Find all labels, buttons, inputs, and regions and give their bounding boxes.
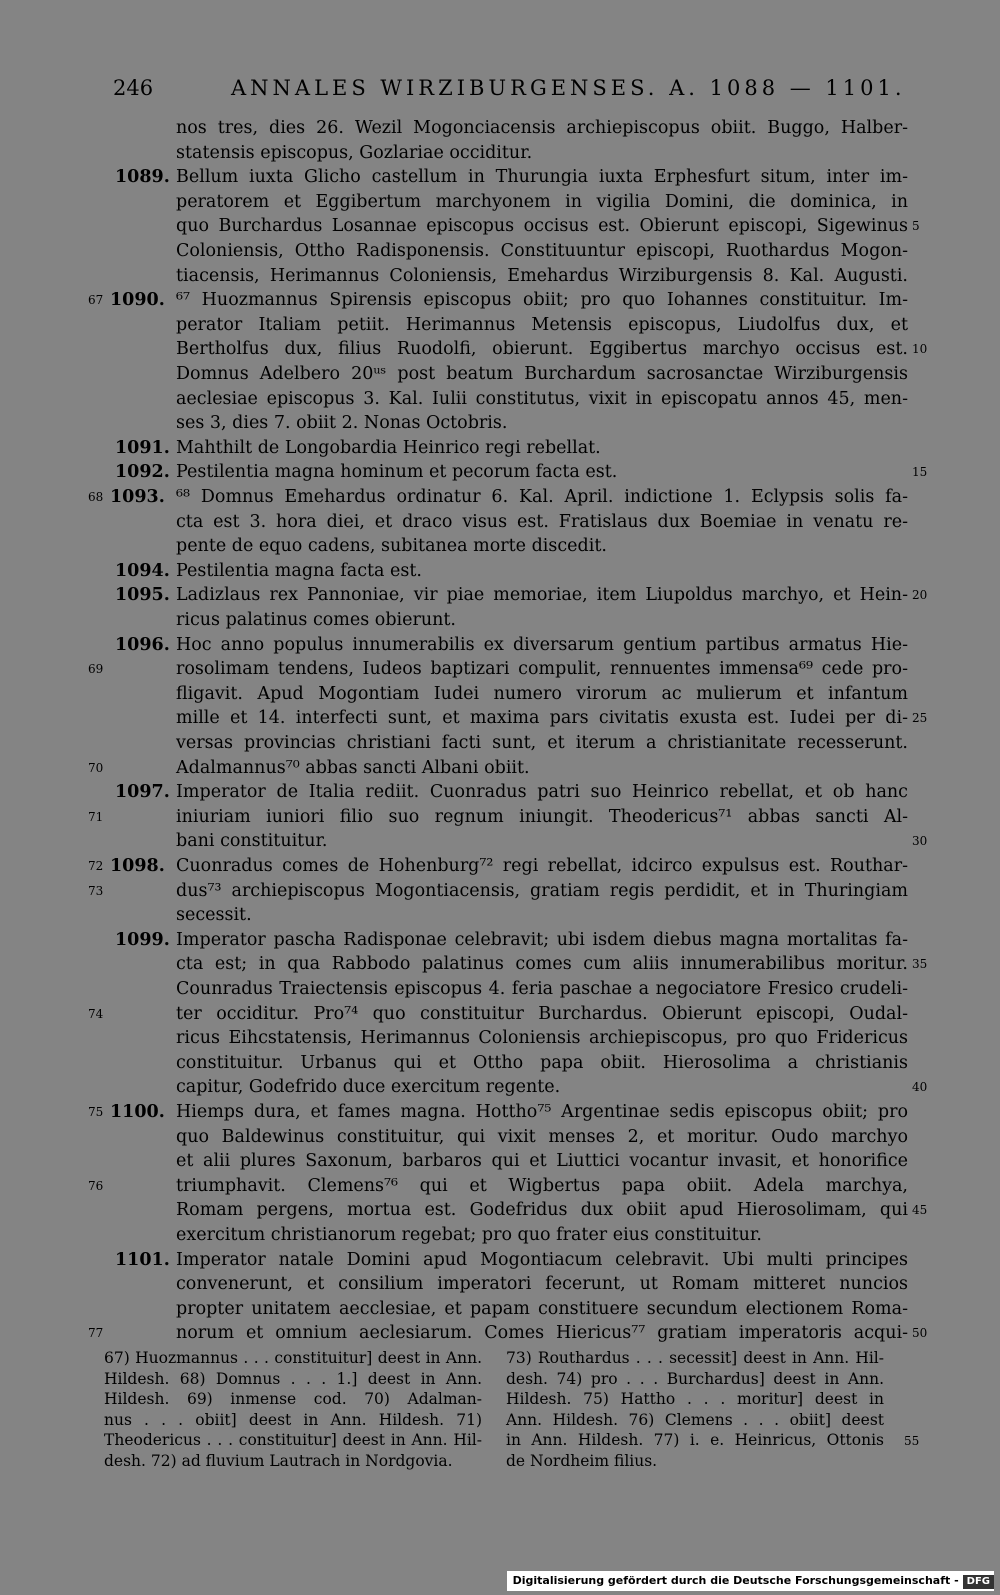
text-line	[0, 805, 1000, 829]
year-heading: 1089.	[115, 167, 170, 188]
text-line	[0, 1223, 1000, 1247]
left-margin-note-number: 74	[88, 1006, 104, 1021]
line-text: nos tres, dies 26. Wezil Mogonciacensis archiepiscopus obiit. Buggo, Halber-	[176, 118, 908, 138]
text-line	[0, 1297, 1000, 1321]
text-line	[0, 485, 1000, 509]
text-line	[0, 1026, 1000, 1050]
year-heading: 1095.	[115, 585, 170, 606]
line-text: ⁶⁷ Huozmannus Spirensis episcopus obiit; pro quo Iohannes constituitur. Im-	[176, 290, 908, 311]
line-count-marker: 30	[912, 834, 928, 849]
text-line	[0, 534, 1000, 558]
line-text: propter unitatem aecclesiae, et papam constituere secundum electionem Roma-	[176, 1298, 908, 1319]
line-text: Domnus Adelbero 20ᵘˢ post beatum Burchardum sacrosanctae Wirziburgensis	[176, 364, 908, 384]
footnote-line: 73) Routhardus . . . secessit] deest in Ann. Hil-	[506, 1349, 884, 1367]
text-line	[0, 141, 1000, 165]
left-margin-note-number: 77	[88, 1326, 104, 1341]
line-text: quo Baldewinus constituitur, qui vixit menses 2, et moritur. Oudo marchyo	[176, 1126, 908, 1147]
text-line	[0, 682, 1000, 706]
left-margin-note-number: 71	[88, 809, 104, 824]
footnote-line: 67) Huozmannus . . . constituitur] deest in Ann.	[104, 1349, 482, 1367]
line-text: Hoc anno populus innumerabilis ex diversarum gentium partibus armatus Hie-	[176, 634, 908, 655]
footnote-line: Theodericus . . . constituitur] deest in Ann. Hil-	[104, 1431, 482, 1449]
year-heading: 1091.	[115, 437, 170, 458]
text-line	[0, 1248, 1000, 1272]
line-text: Romam pergens, mortua est. Godefridus dux obiit apud Hierosolimam, qui	[176, 1200, 908, 1221]
line-text: statensis episcopus, Gozlariae occiditur.	[176, 142, 533, 163]
text-line	[0, 1174, 1000, 1198]
footnote-line: nus . . . obiit] deest in Ann. Hildesh. 71)	[104, 1410, 482, 1429]
text-line	[0, 362, 1000, 386]
line-text: triumphavit. Clemens⁷⁶ qui et Wigbertus papa obiit. Adela marchya,	[176, 1175, 908, 1196]
footnote-line: Ann. Hildesh. 76) Clemens . . . obiit] deest	[506, 1410, 884, 1429]
line-count-marker: 5	[912, 219, 920, 234]
text-line	[0, 1149, 1000, 1173]
line-text: versas provincias christiani facti sunt, et iterum a christianitate recesserunt.	[176, 733, 908, 753]
line-text: Counradus Traiectensis episcopus 4. feria paschae a negociatore Fresico crudeli-	[176, 979, 908, 999]
text-line	[0, 756, 1000, 780]
line-text: perator Italiam petiit. Herimannus Metensis episcopus, Liudolfus dux, et	[176, 314, 908, 335]
footnote-line: Hildesh. 69) inmense cod. 70) Adalman-	[104, 1390, 482, 1408]
left-margin-note-number: 75	[88, 1105, 104, 1119]
footnote-line: Hildesh. 75) Hattho . . . moritur] deest in	[506, 1390, 884, 1408]
footnote-line: desh. 72) ad fluvium Lautrach in Nordgovia.	[104, 1451, 453, 1470]
year-heading: 1096.	[115, 634, 170, 655]
footer-text: Digitalisierung gefördert durch die Deutsche Forschungsgemeinschaft -	[512, 1574, 959, 1587]
text-line	[0, 387, 1000, 411]
text-line	[0, 460, 1000, 484]
text-line	[0, 879, 1000, 903]
text-line	[0, 436, 1000, 460]
text-line	[0, 411, 1000, 435]
line-text: ricus Eihcstatensis, Herimannus Coloniensis archiepiscopus, pro quo Fridericus	[176, 1028, 908, 1049]
line-text: pente de equo cadens, subitanea morte discedit.	[176, 536, 607, 557]
line-text: ⁶⁸ Domnus Emehardus ordinatur 6. Kal. April. indictione 1. Eclypsis solis fa-	[176, 487, 908, 507]
text-line	[0, 190, 1000, 214]
line-text: quo Burchardus Losannae episcopus occisus est. Obierunt episcopi, Sigewinus	[176, 216, 908, 237]
text-line	[0, 657, 1000, 681]
line-count-marker: 35	[912, 957, 928, 972]
line-text: tiacensis, Herimannus Coloniensis, Emehardus Wirziburgensis 8. Kal. Augusti.	[176, 265, 908, 286]
line-text: capitur, Godefrido duce exercitum regente.	[176, 1077, 561, 1098]
year-heading: 1099.	[115, 929, 170, 950]
text-line	[0, 1075, 1000, 1099]
line-text: norum et omnium aeclesiarum. Comes Hiericus⁷⁷ gratiam imperatoris acqui-	[176, 1323, 908, 1344]
footnote-margin-number: 55	[904, 1434, 920, 1448]
footnote-line: desh. 74) pro . . . Burchardus] deest in Ann.	[506, 1369, 884, 1388]
left-margin-note-number: 67	[88, 293, 104, 308]
left-margin-note-number: 69	[88, 662, 104, 677]
line-text: dus⁷³ archiepiscopus Mogontiacensis, gratiam regis perdidit, et in Thuringiam	[176, 880, 908, 901]
year-heading: 1094.	[115, 560, 170, 581]
footnotes-right-column	[506, 1348, 884, 1471]
footnote-line: de Nordheim filius.	[506, 1451, 658, 1470]
line-text: cta est; in qua Rabbodo palatinus comes cum aliis innumerabilibus moritur.	[176, 954, 908, 975]
text-line	[0, 583, 1000, 607]
line-text: secessit.	[176, 905, 252, 926]
line-text: fligavit. Apud Mogontiam Iudei numero virorum ac mulierum et infantum	[176, 683, 908, 704]
text-line	[0, 608, 1000, 632]
line-text: convenerunt, et consilium imperatori fecerunt, ut Romam mitteret nuncios	[176, 1274, 908, 1295]
text-line	[0, 165, 1000, 189]
text-line	[0, 313, 1000, 337]
line-text: iniuriam iuniori filio suo regnum iniungit. Theodericus⁷¹ abbas sancti Al-	[176, 806, 908, 827]
text-line	[0, 829, 1000, 853]
left-margin-note-number: 68	[88, 490, 104, 504]
line-text: Bertholfus dux, filius Ruodolfi, obierunt. Eggibertus marchyo occisus est.	[176, 339, 908, 360]
text-line	[0, 1272, 1000, 1296]
text-line	[0, 116, 1000, 140]
left-margin-note-number: 72	[88, 859, 104, 873]
text-line	[0, 1051, 1000, 1075]
line-text: Pestilentia magna facta est.	[176, 560, 422, 581]
line-count-marker: 20	[912, 588, 928, 603]
line-text: rosolimam tendens, Iudeos baptizari compulit, rennuentes immensa⁶⁹ cede pro-	[176, 659, 908, 680]
line-text: aeclesiae episcopus 3. Kal. Iulii constitutus, vixit in episcopatu annos 45, men-	[176, 388, 908, 409]
dfg-logo: DFG	[963, 1575, 994, 1589]
text-line	[0, 559, 1000, 583]
footnotes-left-column	[104, 1348, 482, 1471]
text-line	[0, 854, 1000, 878]
text-line	[0, 952, 1000, 976]
text-line	[0, 633, 1000, 657]
line-text: Adalmannus⁷⁰ abbas sancti Albani obiit.	[176, 757, 530, 778]
line-count-marker: 15	[912, 465, 928, 480]
line-count-marker: 40	[912, 1080, 928, 1095]
line-text: et alii plures Saxonum, barbaros qui et Liuttici vocantur invasit, et honorifice	[176, 1151, 908, 1172]
text-line	[0, 928, 1000, 952]
line-text: ricus palatinus comes obierunt.	[176, 610, 456, 630]
text-line	[0, 264, 1000, 288]
line-text: Hiemps dura, et fames magna. Hottho⁷⁵ Argentinae sedis episcopus obiit; pro	[176, 1102, 908, 1122]
line-text: Mahthilt de Longobardia Heinrico regi rebellat.	[176, 437, 601, 458]
line-text: Imperator de Italia rediit. Cuonradus patri suo Heinrico rebellat, et ob hanc	[176, 782, 908, 803]
line-text: cta est 3. hora diei, et draco visus est. Fratislaus dux Boemiae in venatu re-	[176, 511, 908, 532]
year-heading: 1092.	[115, 462, 170, 483]
year-heading: 1098.	[110, 856, 165, 876]
text-line	[0, 977, 1000, 1001]
line-text: Cuonradus comes de Hohenburg⁷² regi rebellat, idcirco expulsus est. Routhar-	[176, 856, 908, 876]
text-line	[0, 510, 1000, 534]
text-line	[0, 214, 1000, 238]
line-text: Imperator pascha Radisponae celebravit; ubi isdem diebus magna mortalitas fa-	[176, 929, 908, 950]
page-number: 246	[113, 76, 154, 100]
footnote-line: in Ann. Hildesh. 77) i. e. Heinricus, Ottonis	[506, 1431, 884, 1449]
text-line	[0, 780, 1000, 804]
line-text: Pestilentia magna hominum et pecorum facta est.	[176, 462, 618, 483]
text-line	[0, 288, 1000, 312]
funding-footer	[507, 1571, 994, 1591]
text-line	[0, 239, 1000, 263]
line-text: Bellum iuxta Glicho castellum in Thurungia iuxta Erphesfurt situm, inter im-	[176, 167, 908, 188]
line-text: peratorem et Eggibertum marchyonem in vigilia Domini, die dominica, in	[176, 191, 908, 212]
line-count-marker: 25	[912, 711, 928, 726]
year-heading: 1090.	[110, 290, 165, 311]
line-text: bani constituitur.	[176, 831, 328, 852]
left-margin-note-number: 73	[88, 883, 104, 898]
text-line	[0, 1321, 1000, 1345]
line-text: ses 3, dies 7. obiit 2. Nonas Octobris.	[176, 413, 508, 434]
line-text: mille et 14. interfecti sunt, et maxima pars civitatis exusta est. Iudei per di-	[176, 708, 908, 729]
year-heading: 1097.	[115, 782, 170, 803]
line-text: constituitur. Urbanus qui et Ottho papa obiit. Hierosolima a christianis	[176, 1052, 908, 1073]
left-margin-note-number: 70	[88, 760, 104, 775]
footnote-line: Hildesh. 68) Domnus . . . 1.] deest in Ann.	[104, 1369, 482, 1388]
line-text: Ladizlaus rex Pannoniae, vir piae memoriae, item Liupoldus marchyo, et Hein-	[176, 585, 908, 606]
year-heading: 1100.	[110, 1102, 165, 1122]
line-count-marker: 45	[912, 1203, 928, 1218]
line-text: exercitum christianorum regebat; pro quo frater eius constituitur.	[176, 1225, 762, 1245]
year-heading: 1093.	[110, 487, 165, 507]
left-margin-note-number: 76	[88, 1178, 104, 1193]
line-count-marker: 50	[912, 1326, 928, 1341]
text-line	[0, 1002, 1000, 1026]
running-title: ANNALES WIRZIBURGENSES. A. 1088 — 1101.	[231, 76, 906, 100]
text-line	[0, 731, 1000, 755]
text-line	[0, 337, 1000, 361]
text-line	[0, 1125, 1000, 1149]
line-count-marker: 10	[912, 342, 928, 357]
line-text: Coloniensis, Ottho Radisponensis. Constituuntur episcopi, Ruothardus Mogon-	[176, 241, 908, 261]
text-line	[0, 1198, 1000, 1222]
line-text: ter occiditur. Pro⁷⁴ quo constituitur Burchardus. Obierunt episcopi, Oudal-	[176, 1003, 908, 1024]
year-heading: 1101.	[115, 1249, 170, 1270]
line-text: Imperator natale Domini apud Mogontiacum celebravit. Ubi multi principes	[176, 1249, 908, 1270]
text-line	[0, 903, 1000, 927]
text-line	[0, 1100, 1000, 1124]
text-line	[0, 706, 1000, 730]
